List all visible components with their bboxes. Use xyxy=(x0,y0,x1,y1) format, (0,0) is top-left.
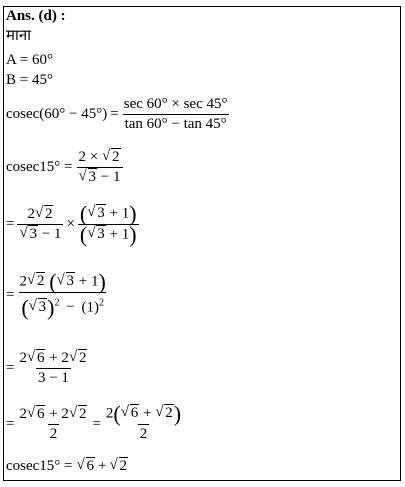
step-1-fraction xyxy=(122,96,230,133)
let-word: माना xyxy=(6,28,32,44)
step-3-fraction-1: 2 √ 2 √ 3 − 1 xyxy=(19,205,62,242)
step-1-equation xyxy=(6,96,230,133)
step-2-fraction xyxy=(77,149,123,186)
assumption-b: B = 45° xyxy=(6,72,53,88)
sqrt-symbol: √ 2 xyxy=(68,404,87,422)
step-3-equation xyxy=(6,201,139,247)
step-4-equation xyxy=(6,269,108,320)
solution-box xyxy=(3,6,401,481)
step-7-lhs: cosec15° = xyxy=(6,458,73,474)
sqrt-symbol: √ 6 xyxy=(26,349,45,366)
step-1-numerator: sec 60° × sec 45° xyxy=(123,96,228,112)
step-3-equals: = xyxy=(6,216,15,232)
step-6-fraction-2: 2( √ 6 + √ 2) 2 xyxy=(105,401,182,442)
step-3-fraction-2: ( √ 3 + 1) ( √ 3 + 1) xyxy=(79,201,137,247)
sqrt-symbol: √ 3 xyxy=(19,225,37,242)
sqrt-symbol: √ 3 xyxy=(87,204,105,222)
sqrt-symbol: √ 6 xyxy=(76,457,95,474)
step-6-fraction-1: 2 √ 6 + 2 √ 2 2 xyxy=(19,404,87,442)
times-sign: × xyxy=(66,216,75,232)
step-6-equation xyxy=(6,401,183,443)
sqrt-symbol: √ 2 xyxy=(102,148,120,165)
sqrt-symbol: √ 2 xyxy=(26,272,45,290)
step-5-equals: = xyxy=(6,360,15,376)
step-1-denominator: tan 60° − tan 45° xyxy=(124,116,227,132)
answer-heading: Ans. (d) : xyxy=(6,8,66,24)
step-1-lhs: cosec(60° − 45°) xyxy=(6,106,108,122)
sqrt-symbol: √ 6 xyxy=(120,404,139,422)
step-4-fraction: 2 √ 2 ( √ 3 + 1) ( √ $3)^2 - (1)^2$ xyxy=(19,269,106,320)
sqrt-symbol: √ 3 xyxy=(56,272,75,290)
assumption-a: A = 60° xyxy=(6,52,53,68)
step-5-fraction: 2 √ 6 + 2 √ 2 3 − 1 xyxy=(19,349,87,386)
next-text-cutoff xyxy=(0,481,405,487)
sqrt-symbol: √ 3 xyxy=(87,225,105,243)
step-6-second-equals: = xyxy=(92,415,101,432)
step-5-equation xyxy=(6,350,89,387)
sqrt-symbol: √ 3 xyxy=(78,168,97,185)
sqrt-symbol: √ 2 xyxy=(155,404,173,422)
step-1-equals: = xyxy=(110,106,119,122)
sqrt-symbol: √ 6 xyxy=(26,404,45,422)
step-2-lhs: cosec15° = xyxy=(6,159,73,175)
sqrt-symbol: √ 2 xyxy=(68,349,87,366)
step-2-equation xyxy=(6,149,123,186)
sqrt-symbol: √ 2 xyxy=(34,205,53,222)
step-7-equation: cosec15° = √ 6 + √ 2 xyxy=(6,457,127,474)
step-4-equals: = xyxy=(6,286,15,303)
step-2-denominator: √ 3 − 1 xyxy=(78,168,121,185)
sqrt-symbol: √ 2 xyxy=(109,457,127,474)
step-2-numerator: 2 × √ 2 xyxy=(78,148,120,165)
step-6-equals: = xyxy=(6,415,15,432)
sqrt-symbol: √ 3 xyxy=(28,298,47,316)
